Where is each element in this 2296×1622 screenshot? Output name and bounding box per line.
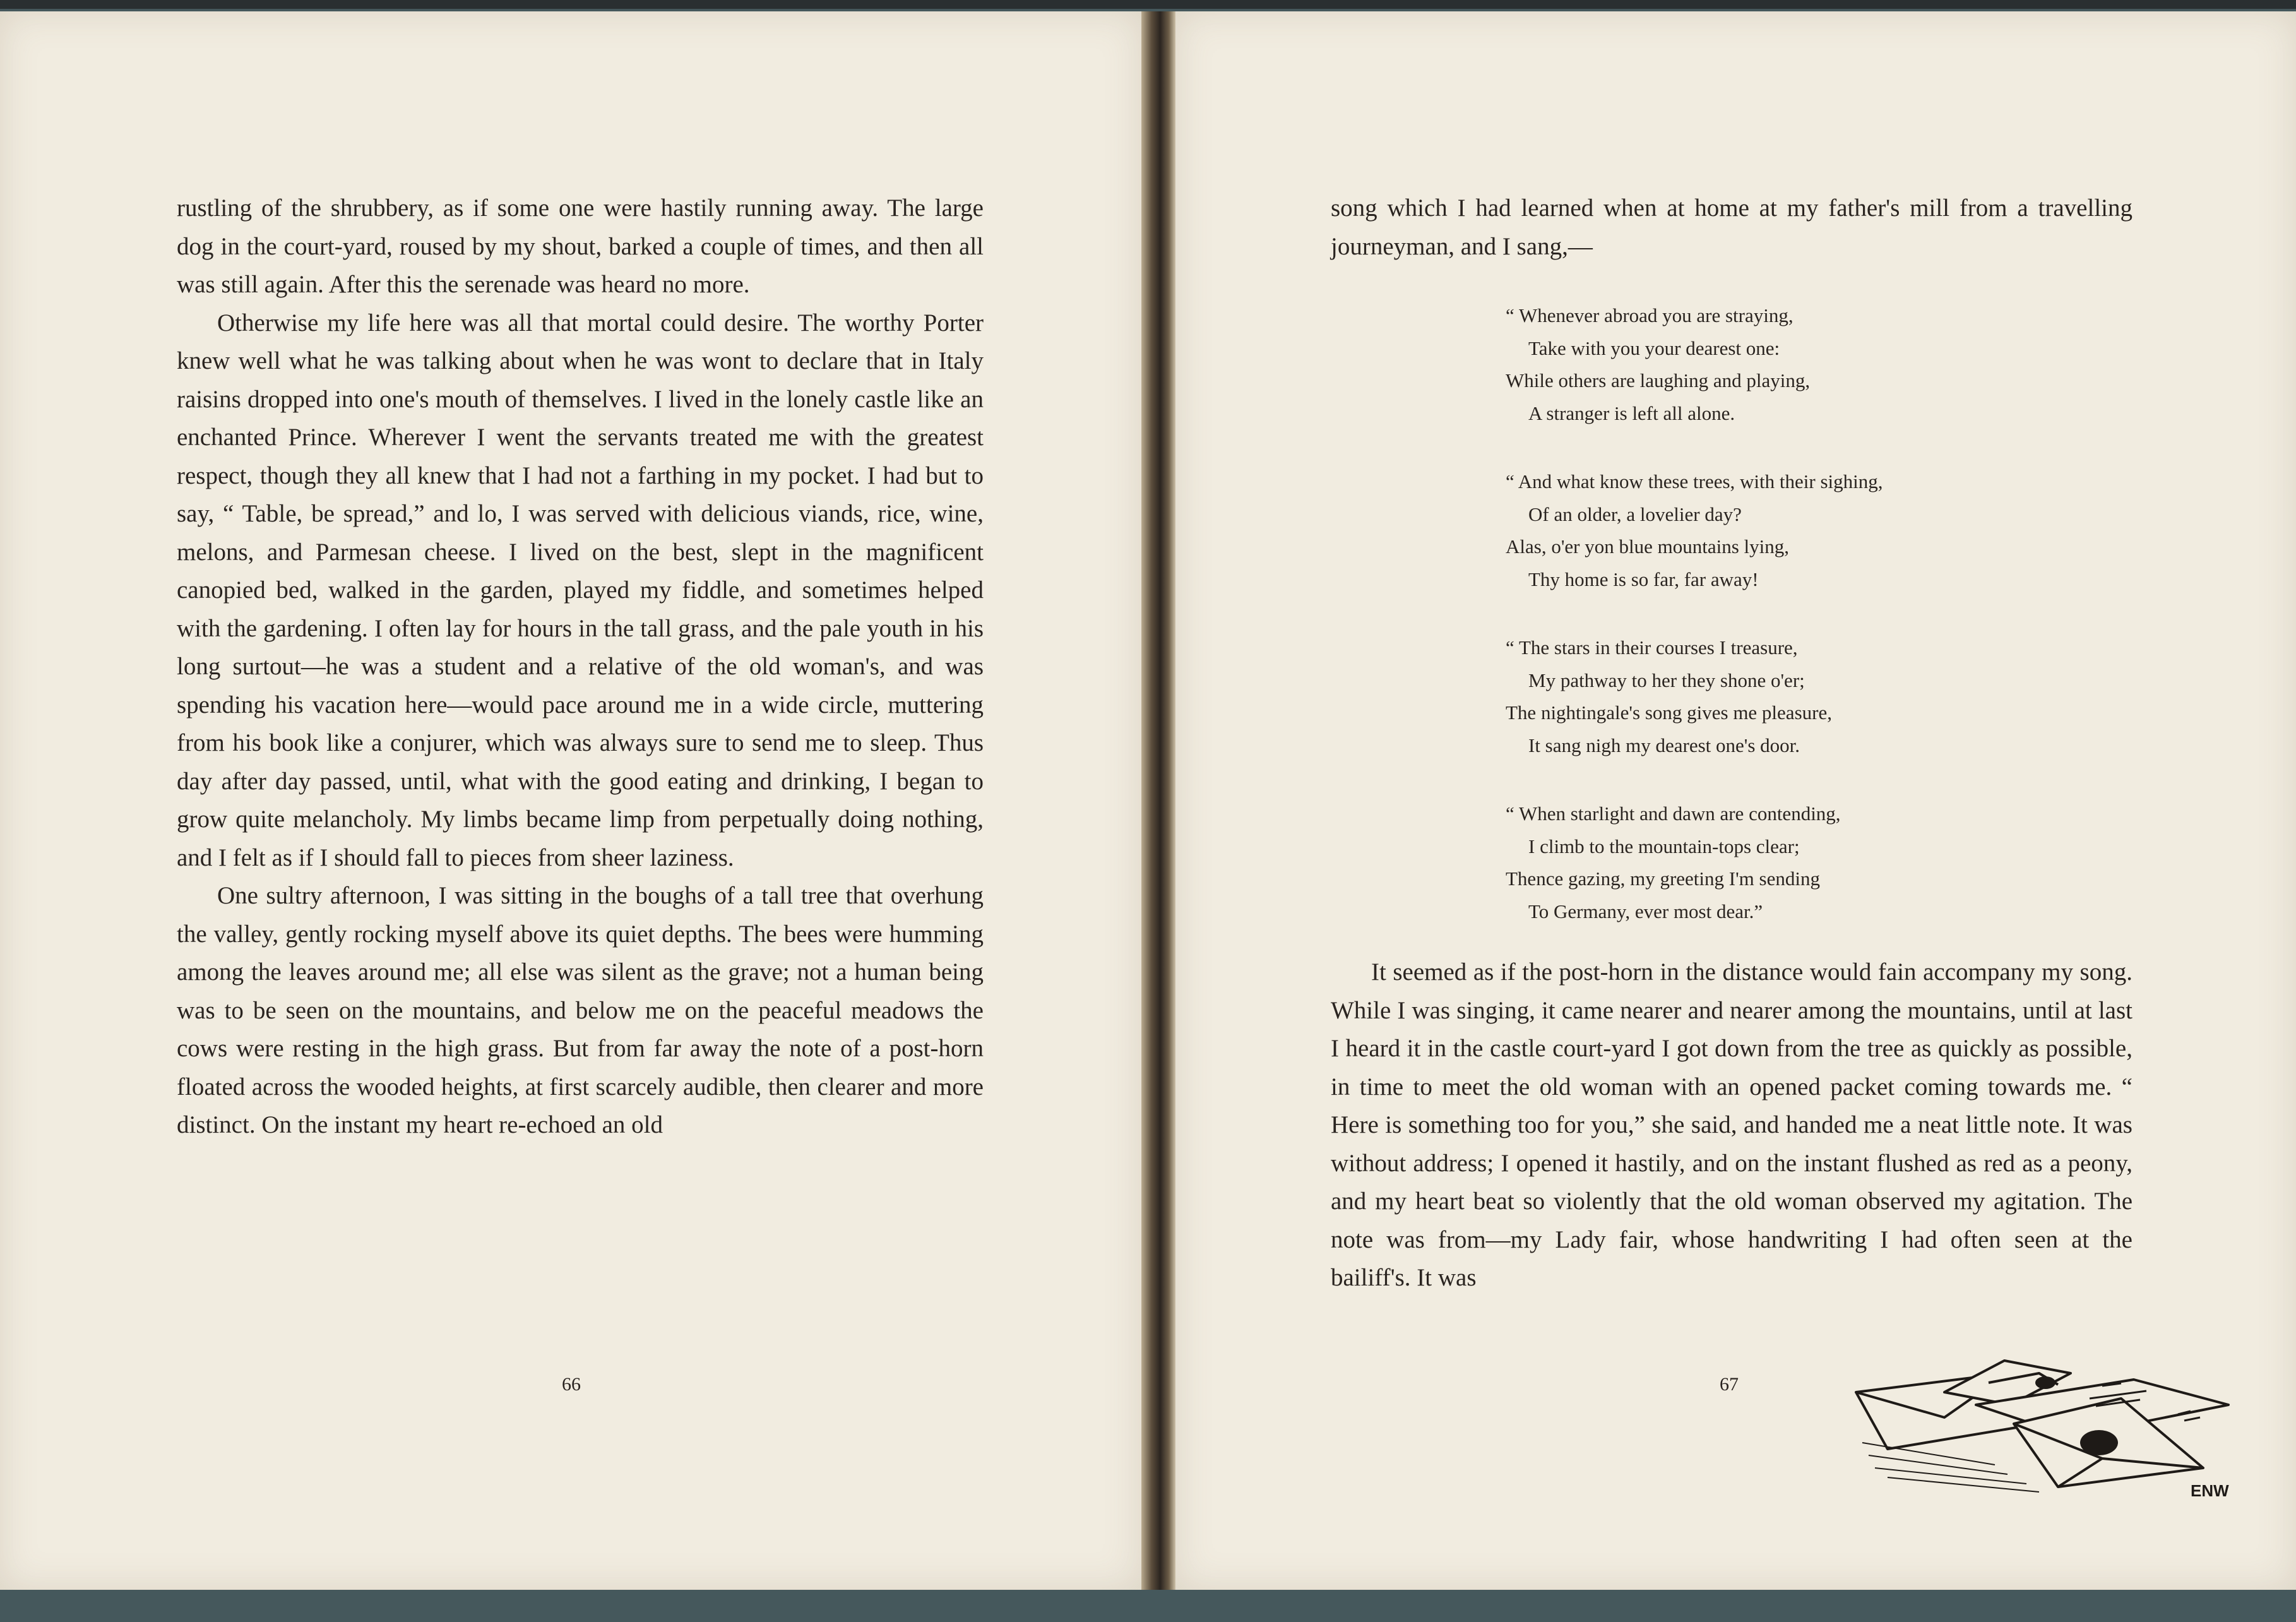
right-page-intro <box>1331 189 2132 266</box>
poem-stanza-4 <box>1506 797 2049 927</box>
poem-line: Take with you your dearest one: <box>1528 337 1780 359</box>
poem-line: It sang nigh my dearest one's door. <box>1528 734 1800 756</box>
poem-line: Of an older, a lovelier day? <box>1528 503 1742 525</box>
left-paragraph-2: Otherwise my life here was all that mortal could desire. The worthy Porter knew well what he was talking about when he was wont to declare that in Italy raisins dropped into one's mouth of themselves. I lived in the lonely castle like an enchanted Prince. Wherever I went the servants treated me with the greatest respect, though they all knew that I had not a farthing in my pocket. I had but to say, “ Table, be spread,” and lo, I was served with delicious viands, rice, wine, melons, and Parmesan cheese. I lived on the best, slept in the magnificent canopied bed, walked in the garden, played my fiddle, and sometimes helped with the gardening. I often lay for hours in the tall grass, and the pale youth in his long surtout—he was a student and a relative of the old woman's, and was spending his vacation here—would pace around me in a wide circle, muttering from his book like a conjurer, which was always sure to send me to sleep. Thus day after day passed, until, what with the good eating and drinking, I began to grow quite melancholy. My limbs became limp from perpetually doing nothing, and I felt as if I should fall to pieces from sheer laziness. <box>177 309 984 871</box>
left-paragraph-3: One sultry afternoon, I was sitting in the boughs of a tall tree that overhung the valley, gently rocking myself above its quiet depths. The bees were humming among the leaves around me; all else was silent as the grave; not a human being was to be seen on the mountains, and below me on the peaceful meadows the cows were resting in the high grass. But from far away the note of a post-horn floated across the wooded heights, at first scarcely audible, then clearer and more distinct. On the instant my heart re-echoed an old <box>177 882 984 1138</box>
poem-line: “ When starlight and dawn are contending, <box>1506 802 1841 825</box>
page-number-left: 66 <box>562 1374 581 1395</box>
page-number-right: 67 <box>1720 1374 1739 1395</box>
illustration-signature: ENW <box>2191 1481 2229 1500</box>
poem-line: The nightingale's song gives me pleasure, <box>1506 701 1832 724</box>
left-page-text <box>177 189 984 1145</box>
poem-line: My pathway to her they shone o'er; <box>1528 669 1805 691</box>
right-page-text <box>1331 953 2132 1297</box>
right-intro-paragraph: song which I had learned when at home at my father's mill from a travelling journeyman, and I sang,— <box>1331 194 2132 260</box>
poem-stanza-2 <box>1506 465 2049 595</box>
poem-line: To Germany, ever most dear.” <box>1528 900 1763 922</box>
letters-illustration <box>1850 1348 2241 1500</box>
book-gutter <box>1141 11 1175 1590</box>
poem-line: A stranger is left all alone. <box>1528 402 1735 424</box>
poem-line: I climb to the mountain-tops clear; <box>1528 835 1800 857</box>
left-paragraph-1: rustling of the shrubbery, as if some one were hastily running away. The large dog in the court-yard, roused by my shout, barked a couple of times, and then all was still again. After this the serenade was heard no more. <box>177 194 984 298</box>
poem-line: “ Whenever abroad you are straying, <box>1506 304 1793 326</box>
poem-line: “ The stars in their courses I treasure, <box>1506 636 1798 659</box>
poem-stanza-1 <box>1506 299 2049 429</box>
poem-stanza-3 <box>1506 631 2049 761</box>
poem-line: While others are laughing and playing, <box>1506 369 1811 391</box>
poem-line: Alas, o'er yon blue mountains lying, <box>1506 535 1790 558</box>
poem-line: “ And what know these trees, with their sighing, <box>1506 470 1883 492</box>
song-poem <box>1506 299 2049 963</box>
right-paragraph: It seemed as if the post-horn in the distance would fain accompany my song. While I was singing, it came nearer and nearer among the mountains, until at last I heard it in the castle court-yard I got down from the tree as quickly as possible, in time to meet the old woman with an opened packet coming towards me. “ Here is something too for you,” she said, and handed me a neat little note. It was without address; I opened it hastily, and on the instant flushed as red as a peony, and my heart beat so violently that the old woman observed my agitation. The note was from—my Lady fair, whose handwriting I had often seen at the bailiff's. It was <box>1331 958 2132 1291</box>
poem-line: Thence gazing, my greeting I'm sending <box>1506 868 1820 890</box>
poem-line: Thy home is so far, far away! <box>1528 568 1759 590</box>
